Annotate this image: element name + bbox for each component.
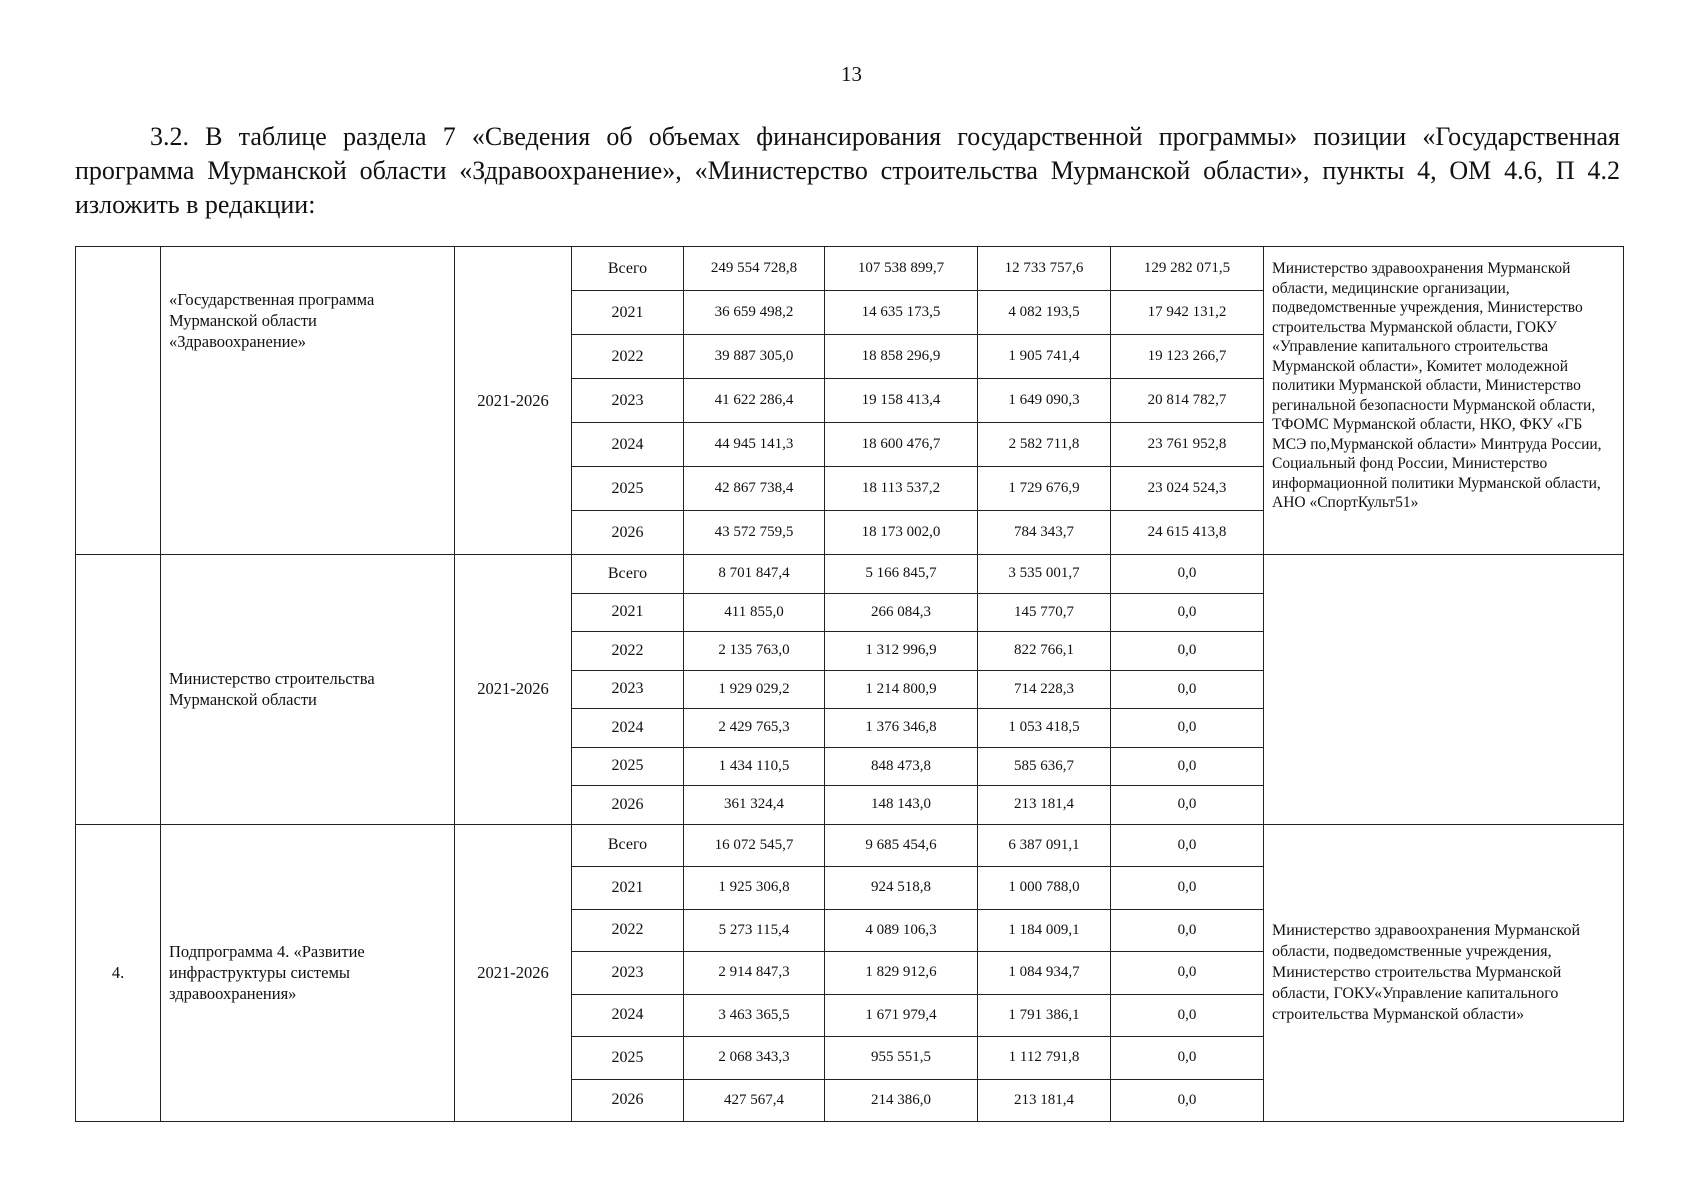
- value-cell: 18 173 002,0: [825, 511, 978, 555]
- value-cell: 1 729 676,9: [978, 467, 1111, 511]
- total-cell: 39 887 305,0: [684, 335, 825, 379]
- value-cell: 0,0: [1111, 593, 1264, 632]
- value-cell: 213 181,4: [978, 786, 1111, 825]
- year-cell: 2026: [572, 1079, 684, 1122]
- year-cell: 2024: [572, 994, 684, 1037]
- value-cell: 4 089 106,3: [825, 909, 978, 952]
- value-cell: 9 685 454,6: [825, 824, 978, 867]
- year-cell: 2022: [572, 632, 684, 671]
- total-cell: 41 622 286,4: [684, 379, 825, 423]
- executors: [1264, 555, 1624, 825]
- value-cell: 0,0: [1111, 632, 1264, 671]
- row-number: [76, 247, 161, 555]
- total-cell: 1 434 110,5: [684, 747, 825, 786]
- year-cell: 2024: [572, 709, 684, 748]
- value-cell: 0,0: [1111, 786, 1264, 825]
- total-cell: 8 701 847,4: [684, 555, 825, 594]
- value-cell: 1 649 090,3: [978, 379, 1111, 423]
- year-cell: Всего: [572, 555, 684, 594]
- value-cell: 0,0: [1111, 952, 1264, 995]
- value-cell: 0,0: [1111, 994, 1264, 1037]
- value-cell: 585 636,7: [978, 747, 1111, 786]
- value-cell: 0,0: [1111, 670, 1264, 709]
- value-cell: 1 084 934,7: [978, 952, 1111, 995]
- total-cell: 16 072 545,7: [684, 824, 825, 867]
- block-construction-ministry: [76, 555, 1624, 825]
- financing-table: [75, 246, 1624, 1122]
- value-cell: 12 733 757,6: [978, 247, 1111, 291]
- value-cell: 4 082 193,5: [978, 291, 1111, 335]
- value-cell: 0,0: [1111, 909, 1264, 952]
- year-cell: 2021: [572, 867, 684, 910]
- value-cell: 6 387 091,1: [978, 824, 1111, 867]
- program-period: 2021-2026: [455, 824, 572, 1122]
- program-period: 2021-2026: [455, 555, 572, 825]
- value-cell: 1 905 741,4: [978, 335, 1111, 379]
- program-name: Подпрограмма 4. «Развитие инфраструктуры системы здравоохранения»: [161, 824, 455, 1122]
- value-cell: 23 761 952,8: [1111, 423, 1264, 467]
- total-cell: 36 659 498,2: [684, 291, 825, 335]
- total-cell: 427 567,4: [684, 1079, 825, 1122]
- year-cell: Всего: [572, 247, 684, 291]
- value-cell: 3 535 001,7: [978, 555, 1111, 594]
- total-cell: 1 925 306,8: [684, 867, 825, 910]
- total-cell: 2 914 847,3: [684, 952, 825, 995]
- total-cell: 2 429 765,3: [684, 709, 825, 748]
- value-cell: 18 600 476,7: [825, 423, 978, 467]
- total-cell: 2 068 343,3: [684, 1037, 825, 1080]
- value-cell: 784 343,7: [978, 511, 1111, 555]
- program-name: «Государственная программа Мурманской области «Здравоохранение»: [161, 247, 455, 555]
- value-cell: 266 084,3: [825, 593, 978, 632]
- year-cell: 2025: [572, 1037, 684, 1080]
- value-cell: 18 858 296,9: [825, 335, 978, 379]
- value-cell: 214 386,0: [825, 1079, 978, 1122]
- year-cell: 2024: [572, 423, 684, 467]
- value-cell: 19 158 413,4: [825, 379, 978, 423]
- value-cell: 1 184 009,1: [978, 909, 1111, 952]
- year-cell: 2023: [572, 379, 684, 423]
- year-cell: Всего: [572, 824, 684, 867]
- total-cell: 411 855,0: [684, 593, 825, 632]
- value-cell: 107 538 899,7: [825, 247, 978, 291]
- value-cell: 14 635 173,5: [825, 291, 978, 335]
- value-cell: 955 551,5: [825, 1037, 978, 1080]
- year-cell: 2022: [572, 909, 684, 952]
- total-cell: 361 324,4: [684, 786, 825, 825]
- year-cell: 2025: [572, 467, 684, 511]
- value-cell: 19 123 266,7: [1111, 335, 1264, 379]
- value-cell: 1 053 418,5: [978, 709, 1111, 748]
- executors: Министерство здравоохранения Мурманской области, подведомственные учреждения, Министерство строительства Мурманской области, ГОКУ«Управление капитального строительства Мурманской области»: [1264, 824, 1624, 1122]
- year-cell: 2026: [572, 786, 684, 825]
- value-cell: 2 582 711,8: [978, 423, 1111, 467]
- year-cell: 2022: [572, 335, 684, 379]
- executors: Министерство здравоохранения Мурманской области, медицинские организации, подведомственные учреждения, Министерство строительства Мурманской области, ГОКУ «Управление капитального строительства Мурманской области», Комитет молодежной политики Мурманской области, Министерство регинальной безопасности Мурманской области, ТФОМС Мурманской области, НКО, ФКУ «ГБ МСЭ по,Мурманской области» Минтруда России, Социальный фонд России, Министерство информационной политики Мурманской области, АНО «СпортКульт51»: [1264, 247, 1624, 555]
- row-number: [76, 555, 161, 825]
- value-cell: 129 282 071,5: [1111, 247, 1264, 291]
- total-cell: 44 945 141,3: [684, 423, 825, 467]
- program-name: Министерство строительства Мурманской области: [161, 555, 455, 825]
- value-cell: 0,0: [1111, 824, 1264, 867]
- total-cell: 2 135 763,0: [684, 632, 825, 671]
- block-subprogram-4: [76, 824, 1624, 1122]
- row-number: 4.: [76, 824, 161, 1122]
- value-cell: 822 766,1: [978, 632, 1111, 671]
- total-cell: 3 463 365,5: [684, 994, 825, 1037]
- value-cell: 1 312 996,9: [825, 632, 978, 671]
- value-cell: 17 942 131,2: [1111, 291, 1264, 335]
- intro-paragraph: [75, 120, 1620, 222]
- table-row: [76, 247, 1624, 291]
- block-state-program: [76, 247, 1624, 555]
- value-cell: 1 671 979,4: [825, 994, 978, 1037]
- value-cell: 848 473,8: [825, 747, 978, 786]
- value-cell: 18 113 537,2: [825, 467, 978, 511]
- value-cell: 924 518,8: [825, 867, 978, 910]
- total-cell: 1 929 029,2: [684, 670, 825, 709]
- value-cell: 0,0: [1111, 1079, 1264, 1122]
- value-cell: 213 181,4: [978, 1079, 1111, 1122]
- value-cell: 0,0: [1111, 709, 1264, 748]
- table-row: [76, 555, 1624, 594]
- value-cell: 1 000 788,0: [978, 867, 1111, 910]
- page-number: 13: [841, 62, 862, 86]
- value-cell: 0,0: [1111, 747, 1264, 786]
- table-row: [76, 824, 1624, 867]
- value-cell: 5 166 845,7: [825, 555, 978, 594]
- year-cell: 2021: [572, 593, 684, 632]
- year-cell: 2023: [572, 952, 684, 995]
- value-cell: 145 770,7: [978, 593, 1111, 632]
- total-cell: 249 554 728,8: [684, 247, 825, 291]
- total-cell: 43 572 759,5: [684, 511, 825, 555]
- year-cell: 2021: [572, 291, 684, 335]
- value-cell: 24 615 413,8: [1111, 511, 1264, 555]
- value-cell: 1 376 346,8: [825, 709, 978, 748]
- value-cell: 0,0: [1111, 555, 1264, 594]
- total-cell: 5 273 115,4: [684, 909, 825, 952]
- year-cell: 2023: [572, 670, 684, 709]
- value-cell: 1 829 912,6: [825, 952, 978, 995]
- total-cell: 42 867 738,4: [684, 467, 825, 511]
- intro-text: 3.2. В таблице раздела 7 «Сведения об объемах финансирования государственной программы» позиции «Государственная программа Мурманской области «Здравоохранение», «Министерство строительства Мурманской области», пункты 4, ОМ 4.6, П 4.2 изложить в редакции:: [75, 122, 1620, 219]
- program-period: 2021-2026: [455, 247, 572, 555]
- value-cell: 23 024 524,3: [1111, 467, 1264, 511]
- value-cell: 1 214 800,9: [825, 670, 978, 709]
- value-cell: 714 228,3: [978, 670, 1111, 709]
- value-cell: 148 143,0: [825, 786, 978, 825]
- value-cell: 0,0: [1111, 867, 1264, 910]
- value-cell: 20 814 782,7: [1111, 379, 1264, 423]
- year-cell: 2026: [572, 511, 684, 555]
- year-cell: 2025: [572, 747, 684, 786]
- value-cell: 1 112 791,8: [978, 1037, 1111, 1080]
- value-cell: 0,0: [1111, 1037, 1264, 1080]
- value-cell: 1 791 386,1: [978, 994, 1111, 1037]
